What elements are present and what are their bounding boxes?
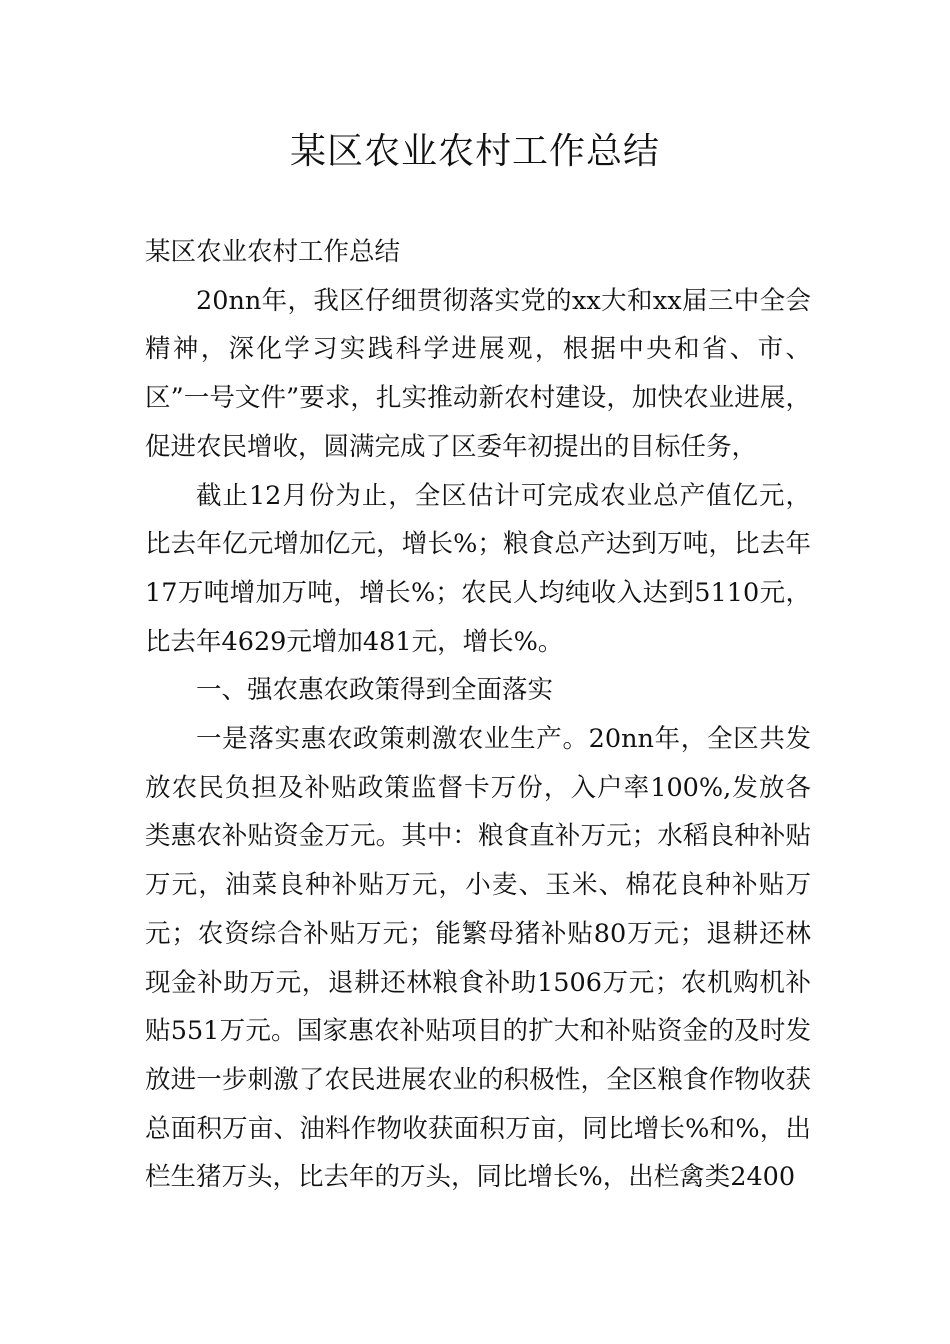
paragraph-policy: 一是落实惠农政策刺激农业生产。20nn年，全区共发放农民负担及补贴政策监督卡万份，入户率100%,发放各类惠农补贴资金万元。其中：粮食直补万元；水稻良种补贴万元，油菜良种补贴万元，小麦、玉米、棉花良种补贴万元；农资综合补贴万元；能繁母猪补贴80万元；退耕还林现金补助万元，退耕还林粮食补助1506万元；农机购机补贴551万元。国家惠农补贴项目的扩大和补贴资金的及时发放进一步刺激了农民进展农业的积极性，全区粮食作物收获总面积万亩、油料作物收获面积万亩，同比增长%和%，出栏生猪万头，比去年的万头，同比增长%，出栏禽类2400 xyxy=(145,724,811,1193)
paragraph-statistics: 截止12月份为止，全区估计可完成农业总产值亿元，比去年亿元增加亿元，增长%；粮食总产达到万吨，比去年17万吨增加万吨，增长%；农民人均纯收入达到5110元，比去年4629元增加481元，增长%。 xyxy=(145,480,811,657)
section-heading-1: 一、强农惠农政策得到全面落实 xyxy=(196,675,554,706)
document-title: 某区农业农村工作总结 xyxy=(289,131,660,172)
paragraph-intro: 20nn年，我区仔细贯彻落实党的xx大和xx届三中全会精神，深化学习实践科学进展观，根据中央和省、市、区”一号文件”要求，扎实推动新农村建设，加快农业进展，促进农民增收，圆满完成了区委年初提出的目标任务， xyxy=(145,285,811,462)
document-body xyxy=(145,228,811,1202)
body-heading: 某区农业农村工作总结 xyxy=(145,237,401,267)
